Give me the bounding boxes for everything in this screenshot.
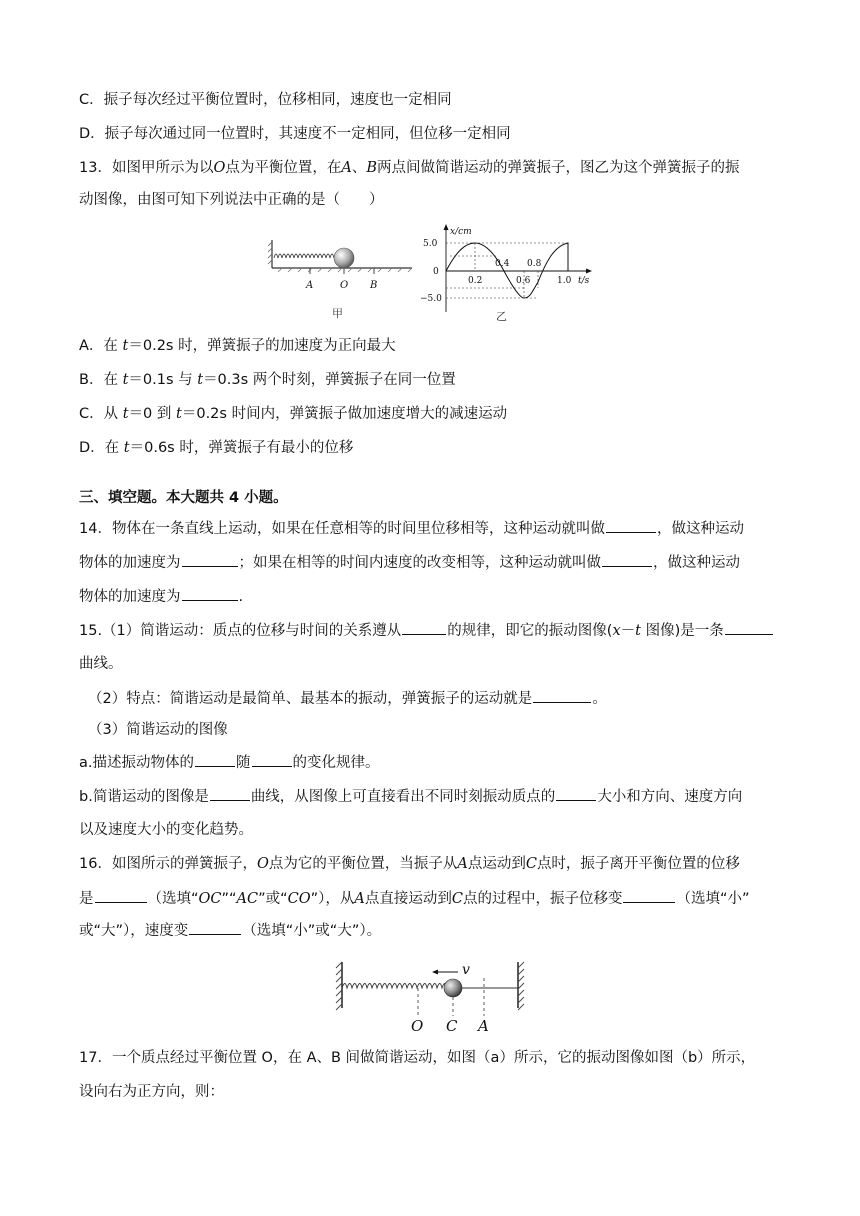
yi-y-zero: 0 bbox=[433, 267, 439, 277]
q16-blank-3[interactable] bbox=[189, 920, 241, 935]
q16-blank-1[interactable] bbox=[95, 888, 147, 903]
q13-option-d: D．在 t＝0.6s 时，弹簧振子有最小的位移 bbox=[79, 440, 354, 456]
q15-line6: b.简谐运动的图像是 曲线，从图像上可直接看出不同时刻振动质点的 大小和方向、速度方向 bbox=[79, 786, 742, 807]
q13-option-a: A．在 t＝0.2s 时，弹簧振子的加速度为正向最大 bbox=[79, 338, 396, 354]
label-O: O bbox=[340, 280, 349, 291]
q15-blank-2[interactable] bbox=[725, 620, 773, 635]
q15-line5: a.描述振动物体的 随 的变化规律。 bbox=[79, 752, 380, 773]
q15-blank-4[interactable] bbox=[195, 752, 235, 767]
ball-2 bbox=[444, 979, 462, 997]
yi-y-neg: −5.0 bbox=[420, 294, 442, 304]
yi-tick-06: 0.6 bbox=[516, 276, 531, 286]
q14-blank-4[interactable] bbox=[182, 586, 238, 601]
label-A: A bbox=[306, 280, 314, 291]
label-B: B bbox=[370, 280, 378, 291]
q12-option-d: D．振子每次通过同一位置时，其速度不一定相同，但位移一定相同 bbox=[79, 126, 511, 142]
label-A-2: A bbox=[478, 1017, 489, 1034]
yi-y-pos: 5.0 bbox=[423, 239, 438, 249]
yi-tick-02: 0.2 bbox=[468, 276, 483, 286]
q17-line2: 设向右为正方向，则： bbox=[79, 1084, 224, 1100]
yi-tick-10: 1.0 bbox=[557, 276, 572, 286]
label-O-2: O bbox=[411, 1017, 424, 1034]
label-v: v bbox=[462, 962, 470, 978]
q13-stem-line2: 动图像，由图可知下列说法中正确的是（ ） bbox=[79, 192, 384, 208]
q14-blank-3[interactable] bbox=[602, 552, 652, 567]
q16-line3: 或“大”），速度变 （选填“小”或“大”）。 bbox=[79, 920, 381, 941]
q13-option-b: B．在 t＝0.1s 与 t＝0.3s 两个时刻，弹簧振子在同一位置 bbox=[79, 372, 456, 388]
q15-line3: （2）特点：简谐运动是最简单、最基本的振动，弹簧振子的运动就是 。 bbox=[88, 688, 607, 709]
q15-blank-5[interactable] bbox=[252, 752, 292, 767]
q15-blank-3[interactable] bbox=[533, 688, 591, 703]
q15-line2: 曲线。 bbox=[79, 656, 123, 672]
caption-yi: 乙 bbox=[496, 310, 507, 323]
q13-figure-jia bbox=[268, 236, 418, 322]
section-3-title: 三、填空题。本大题共 4 小题。 bbox=[79, 490, 288, 506]
q16-line2: 是 （选填“OC”“AC”或“CO”），从A点直接运动到C点的过程中，振子位移变 （选填“小” bbox=[79, 888, 750, 909]
q12-option-c: C．振子每次经过平衡位置时，位移相同，速度也一定相同 bbox=[79, 92, 452, 108]
spring-coil bbox=[274, 254, 338, 258]
q15-line4: （3）简谐运动的图像 bbox=[88, 722, 228, 738]
yi-tick-04: 0.4 bbox=[495, 259, 510, 269]
q16-blank-2[interactable] bbox=[623, 888, 675, 903]
q13-stem-line1: 13．如图甲所示为以O点为平衡位置，在A、B两点间做简谐运动的弹簧振子，图乙为这个弹簧振子的振 bbox=[79, 160, 740, 176]
q13-option-c: C．从 t＝0 到 t＝0.2s 时间内，弹簧振子做加速度增大的减速运动 bbox=[79, 406, 508, 422]
yi-curve bbox=[446, 243, 568, 298]
yi-tick-08: 0.8 bbox=[527, 259, 542, 269]
q14-line3: 物体的加速度为 . bbox=[79, 586, 243, 607]
spring-coil-2 bbox=[342, 984, 447, 989]
q14-blank-1[interactable] bbox=[606, 518, 656, 533]
q15-line7: 以及速度大小的变化趋势。 bbox=[79, 822, 253, 838]
label-C: C bbox=[446, 1017, 458, 1034]
q14-line2: 物体的加速度为 ；如果在相等的时间内速度的改变相等，这种运动就叫做 ，做这种运动 bbox=[79, 552, 740, 573]
q15-blank-6[interactable] bbox=[210, 786, 250, 801]
q17-line1: 17．一个质点经过平衡位置 O，在 A、B 间做简谐运动，如图（a）所示，它的振动图像如图（b）所示， bbox=[79, 1050, 756, 1066]
q16-line1: 16．如图所示的弹簧振子，O点为它的平衡位置，当振子从A点运动到C点时，振子离开平衡位置的位移 bbox=[79, 856, 740, 872]
q15-line1: 15.（1）简谐运动：质点的位移与时间的关系遵从 的规律，即它的振动图像(x－t 图像)是一条 bbox=[79, 620, 774, 641]
q13-figure-yi bbox=[420, 222, 600, 326]
yi-ylabel: x/cm bbox=[450, 227, 472, 237]
q15-blank-7[interactable] bbox=[556, 786, 596, 801]
ball bbox=[334, 248, 354, 268]
q16-figure-spring bbox=[330, 958, 530, 1034]
q14-line1: 14．物体在一条直线上运动，如果在任意相等的时间里位移相等，这种运动就叫做 ，做这种运动 bbox=[79, 518, 744, 539]
q15-blank-1[interactable] bbox=[402, 620, 446, 635]
yi-xlabel: t/s bbox=[578, 276, 590, 286]
q14-blank-2[interactable] bbox=[182, 552, 238, 567]
caption-jia: 甲 bbox=[332, 307, 343, 320]
